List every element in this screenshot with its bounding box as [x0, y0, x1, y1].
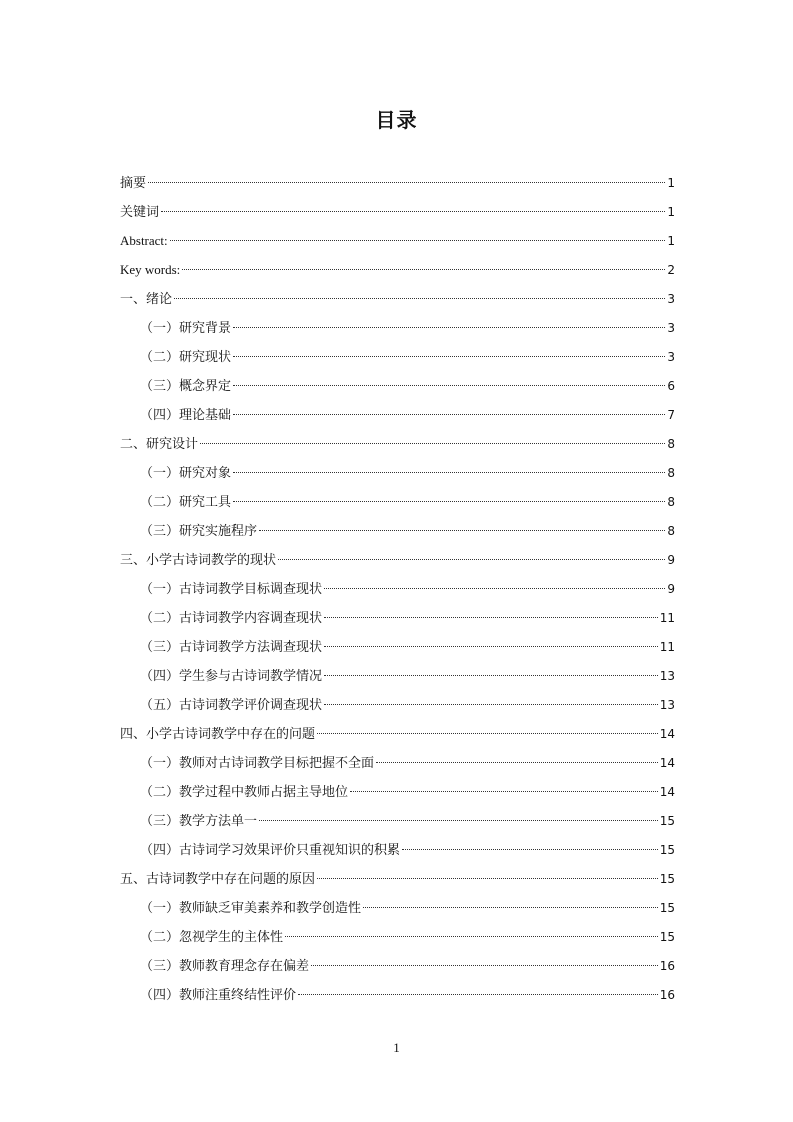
toc-entry-page-number: 3 [667, 350, 675, 364]
toc-subsection-entry[interactable] [120, 607, 675, 636]
toc-section-entry[interactable] [120, 723, 675, 752]
toc-section-entry[interactable] [120, 259, 675, 288]
toc-subsection-entry[interactable] [120, 462, 675, 491]
toc-entry-page-number: 14 [659, 727, 675, 741]
toc-entry-label: Key words: [120, 262, 181, 277]
toc-entry-page-number: 11 [659, 640, 675, 654]
toc-subsection-entry[interactable] [120, 346, 675, 375]
toc-section-entry[interactable] [120, 868, 675, 897]
toc-entry-label: 四、小学古诗词教学中存在的问题 [120, 727, 316, 742]
dot-leader [350, 791, 658, 792]
toc-entry-label: （二）忽视学生的主体性 [140, 930, 284, 945]
dot-leader [317, 733, 658, 734]
toc-subsection-entry[interactable] [120, 839, 675, 868]
toc-entry-page-number: 3 [667, 321, 675, 335]
dot-leader [233, 501, 665, 502]
dot-leader [170, 240, 666, 241]
toc-entry-page-number: 14 [659, 756, 675, 770]
toc-entry-label: （一）古诗词教学目标调查现状 [140, 582, 323, 597]
toc-entry-label: （四）教师注重终结性评价 [140, 988, 297, 1003]
dot-leader [324, 588, 665, 589]
toc-entry-page-number: 13 [659, 669, 675, 683]
toc-entry-label: （四）理论基础 [140, 408, 232, 423]
toc-entry-label: （三）教学方法单一 [140, 814, 258, 829]
toc-entry-page-number: 15 [659, 872, 675, 886]
dot-leader [402, 849, 658, 850]
toc-subsection-entry[interactable] [120, 665, 675, 694]
toc-section-entry[interactable] [120, 201, 675, 230]
toc-entry-label: Abstract: [120, 233, 168, 248]
toc-subsection-entry[interactable] [120, 810, 675, 839]
toc-entry-label: （二）研究工具 [140, 495, 232, 510]
dot-leader [259, 530, 665, 531]
dot-leader [233, 356, 665, 357]
dot-leader [324, 675, 658, 676]
dot-leader [324, 704, 658, 705]
dot-leader [233, 385, 665, 386]
dot-leader [200, 443, 665, 444]
toc-entry-page-number: 8 [667, 495, 675, 509]
toc-entry-label: 五、古诗词教学中存在问题的原因 [120, 872, 316, 887]
toc-entry-page-number: 9 [667, 553, 675, 567]
toc-entry-page-number: 15 [659, 930, 675, 944]
toc-subsection-entry[interactable] [120, 578, 675, 607]
dot-leader [324, 646, 658, 647]
toc-entry-page-number: 11 [659, 611, 675, 625]
toc-entry-page-number: 14 [659, 785, 675, 799]
toc-section-entry[interactable] [120, 172, 675, 201]
toc-entry-page-number: 15 [659, 814, 675, 828]
toc-section-entry[interactable] [120, 288, 675, 317]
toc-entry-page-number: 9 [667, 582, 675, 596]
toc-subsection-entry[interactable] [120, 897, 675, 926]
toc-subsection-entry[interactable] [120, 491, 675, 520]
dot-leader [148, 182, 665, 183]
toc-entry-page-number: 6 [667, 379, 675, 393]
dot-leader [285, 936, 658, 937]
toc-entry-page-number: 2 [667, 263, 675, 277]
toc-entry-page-number: 3 [667, 292, 675, 306]
toc-entry-label: （一）研究背景 [140, 321, 232, 336]
toc-subsection-entry[interactable] [120, 984, 675, 1013]
toc-entry-page-number: 1 [667, 176, 675, 190]
toc-entry-label: （四）古诗词学习效果评价只重视知识的积累 [140, 843, 401, 858]
toc-subsection-entry[interactable] [120, 375, 675, 404]
toc-entry-page-number: 16 [659, 959, 675, 973]
toc-entry-page-number: 15 [659, 843, 675, 857]
toc-entry-label: （一）教师缺乏审美素养和教学创造性 [140, 901, 362, 916]
toc-subsection-entry[interactable] [120, 317, 675, 346]
toc-entry-page-number: 8 [667, 466, 675, 480]
dot-leader [174, 298, 665, 299]
toc-entry-label: （四）学生参与古诗词教学情况 [140, 669, 323, 684]
dot-leader [363, 907, 658, 908]
toc-entry-page-number: 1 [667, 205, 675, 219]
toc-section-entry[interactable] [120, 433, 675, 462]
toc-subsection-entry[interactable] [120, 955, 675, 984]
toc-entry-label: （二）研究现状 [140, 350, 232, 365]
toc-subsection-entry[interactable] [120, 752, 675, 781]
toc-section-entry[interactable] [120, 549, 675, 578]
toc-subsection-entry[interactable] [120, 926, 675, 955]
dot-leader [233, 472, 665, 473]
dot-leader [161, 211, 665, 212]
toc-subsection-entry[interactable] [120, 694, 675, 723]
toc-subsection-entry[interactable] [120, 404, 675, 433]
page-number: 1 [393, 1040, 400, 1055]
toc-entry-page-number: 8 [667, 437, 675, 451]
dot-leader [317, 878, 658, 879]
dot-leader [233, 327, 665, 328]
toc-subsection-entry[interactable] [120, 781, 675, 810]
toc-entry-label: 一、绪论 [120, 292, 173, 307]
table-of-contents [120, 172, 675, 1013]
toc-section-entry[interactable] [120, 230, 675, 259]
toc-entry-label: （二）教学过程中教师占据主导地位 [140, 785, 349, 800]
toc-entry-page-number: 15 [659, 901, 675, 915]
toc-entry-label: 摘要 [120, 176, 147, 191]
dot-leader [311, 965, 658, 966]
dot-leader [233, 414, 665, 415]
toc-entry-label: （二）古诗词教学内容调查现状 [140, 611, 323, 626]
page-title: 目录 [375, 108, 418, 132]
dot-leader [278, 559, 665, 560]
dot-leader [324, 617, 658, 618]
toc-entry-page-number: 1 [667, 234, 675, 248]
dot-leader [259, 820, 658, 821]
dot-leader [376, 762, 658, 763]
dot-leader [298, 994, 658, 995]
toc-entry-label: （三）教师教育理念存在偏差 [140, 959, 310, 974]
toc-entry-label: 关键词 [120, 205, 160, 220]
toc-entry-page-number: 7 [667, 408, 675, 422]
toc-entry-label: （一）研究对象 [140, 466, 232, 481]
toc-subsection-entry[interactable] [120, 636, 675, 665]
toc-entry-label: （三）研究实施程序 [140, 524, 258, 539]
toc-entry-label: （三）古诗词教学方法调查现状 [140, 640, 323, 655]
toc-entry-label: 三、小学古诗词教学的现状 [120, 553, 277, 568]
toc-subsection-entry[interactable] [120, 520, 675, 549]
toc-entry-label: （五）古诗词教学评价调查现状 [140, 698, 323, 713]
toc-entry-label: （三）概念界定 [140, 379, 232, 394]
dot-leader [182, 269, 665, 270]
toc-entry-page-number: 16 [659, 988, 675, 1002]
toc-entry-label: （一）教师对古诗词教学目标把握不全面 [140, 756, 375, 771]
toc-entry-page-number: 8 [667, 524, 675, 538]
toc-entry-label: 二、研究设计 [120, 437, 199, 452]
toc-entry-page-number: 13 [659, 698, 675, 712]
